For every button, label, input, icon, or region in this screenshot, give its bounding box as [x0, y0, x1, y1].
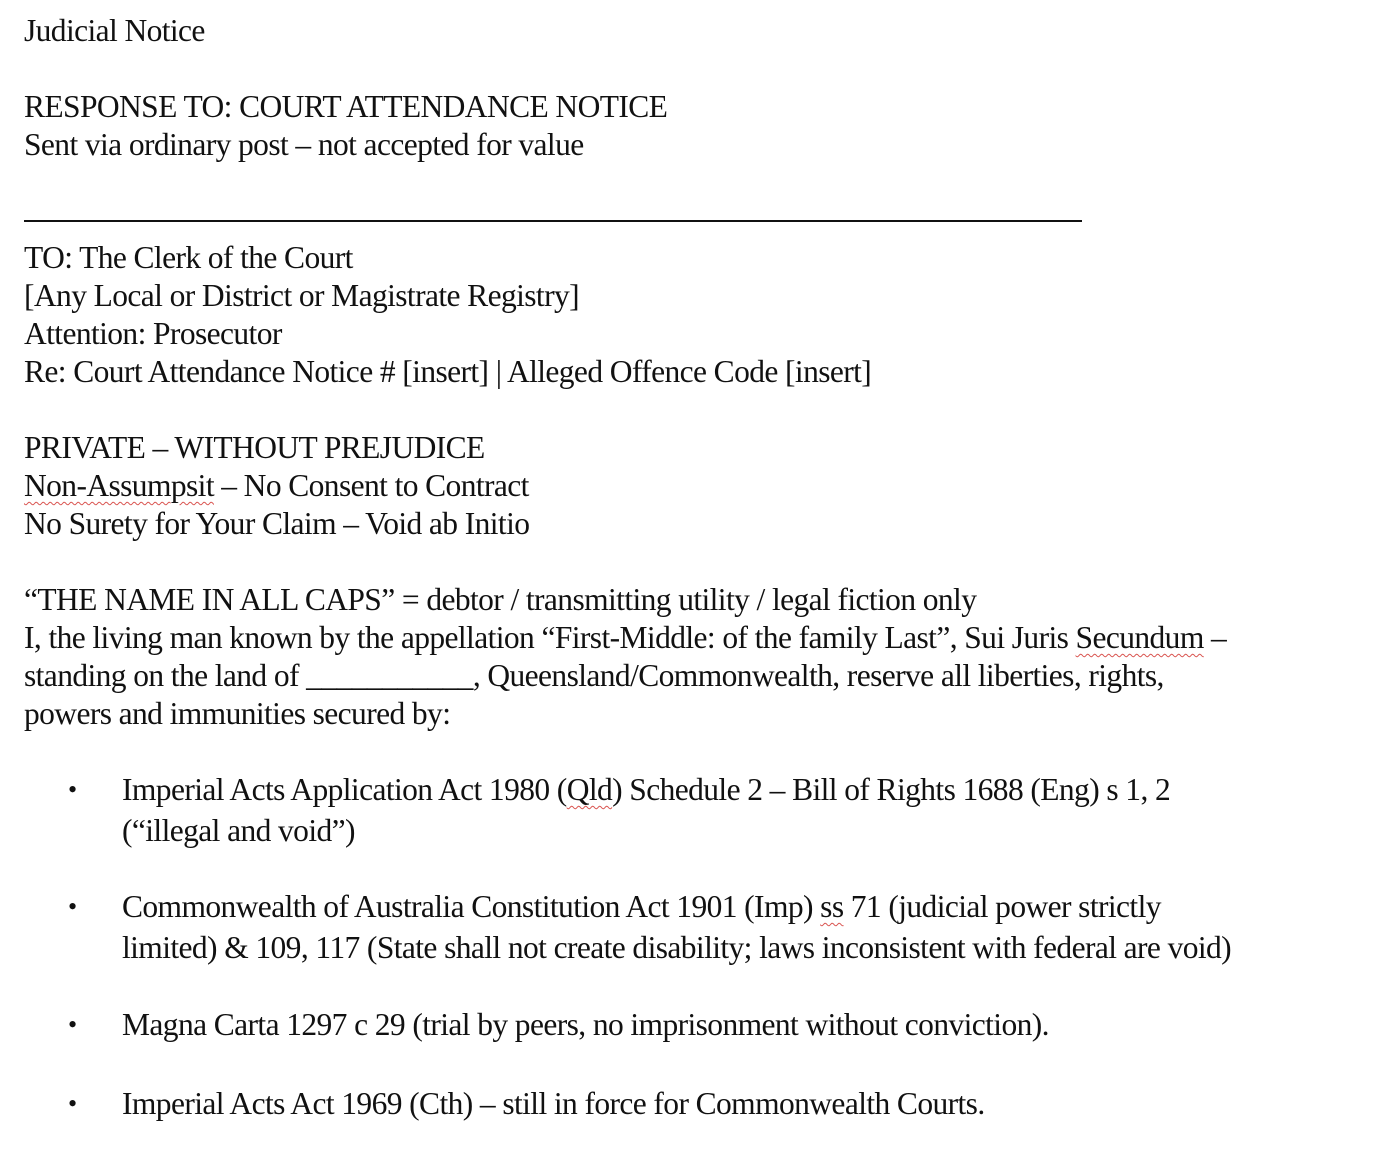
declaration-line-4: powers and immunities secured by:: [24, 696, 451, 731]
bullet-2-line-1-a: Commonwealth of Australia Constitution Act 1901 (Imp): [122, 889, 821, 924]
bullet-text-2: [122, 886, 1362, 968]
declaration-line-2-a: I, the living man known by the appellation “First-Middle: of the family Last”, Sui Juris: [24, 620, 1076, 655]
bullet-2-line-1-b: 71 (judicial power strictly: [843, 889, 1161, 924]
bullet-text-3: Magna Carta 1297 c 29 (trial by peers, no imprisonment without conviction).: [122, 1007, 1049, 1042]
declaration-line-2-b: –: [1203, 620, 1227, 655]
bullet-1-line-2: (“illegal and void”): [122, 813, 355, 848]
status-non-assumpsit-rest: – No Consent to Contract: [213, 468, 529, 503]
bullet-1-line-1-b: ) Schedule 2 – Bill of Rights 1688 (Eng) s 1, 2: [612, 772, 1171, 807]
horizontal-rule: [24, 220, 1082, 222]
bullet-marker: •: [68, 1010, 77, 1039]
address-attention: Attention: Prosecutor: [24, 316, 282, 351]
response-title: RESPONSE TO: COURT ATTENDANCE NOTICE: [24, 89, 668, 124]
address-registry: [Any Local or District or Magistrate Registry]: [24, 278, 579, 313]
spellcheck-flag: Non-Assumpsit: [24, 468, 214, 503]
bullet-text-1: [122, 769, 1362, 851]
document-heading: Judicial Notice: [24, 13, 205, 48]
bullet-marker: •: [68, 1089, 77, 1118]
bullet-2-line-2: limited) & 109, 117 (State shall not create disability; laws inconsistent with federal are void): [122, 930, 1232, 965]
address-re: Re: Court Attendance Notice # [insert] | Alleged Offence Code [insert]: [24, 354, 872, 389]
status-private: PRIVATE – WITHOUT PREJUDICE: [24, 430, 485, 465]
declaration-line-2: [24, 619, 1226, 657]
bullet-1-line-1-a: Imperial Acts Application Act 1980 (: [122, 772, 567, 807]
address-to: TO: The Clerk of the Court: [24, 240, 353, 275]
spellcheck-flag: Secundum: [1075, 620, 1204, 655]
spellcheck-flag: ss: [820, 889, 844, 924]
status-non-assumpsit: [24, 467, 529, 505]
bullet-text-4: Imperial Acts Act 1969 (Cth) – still in force for Commonwealth Courts.: [122, 1086, 985, 1121]
bullet-marker: •: [68, 892, 77, 921]
delivery-note: Sent via ordinary post – not accepted for value: [24, 127, 584, 162]
declaration-line-1: “THE NAME IN ALL CAPS” = debtor / transmitting utility / legal fiction only: [24, 582, 977, 617]
declaration-line-3: standing on the land of ___________, Queensland/Commonwealth, reserve all liberties, rights,: [24, 658, 1164, 693]
bullet-marker: •: [68, 775, 77, 804]
spellcheck-flag: Qld: [566, 772, 613, 807]
status-no-surety: No Surety for Your Claim – Void ab Initio: [24, 506, 530, 541]
